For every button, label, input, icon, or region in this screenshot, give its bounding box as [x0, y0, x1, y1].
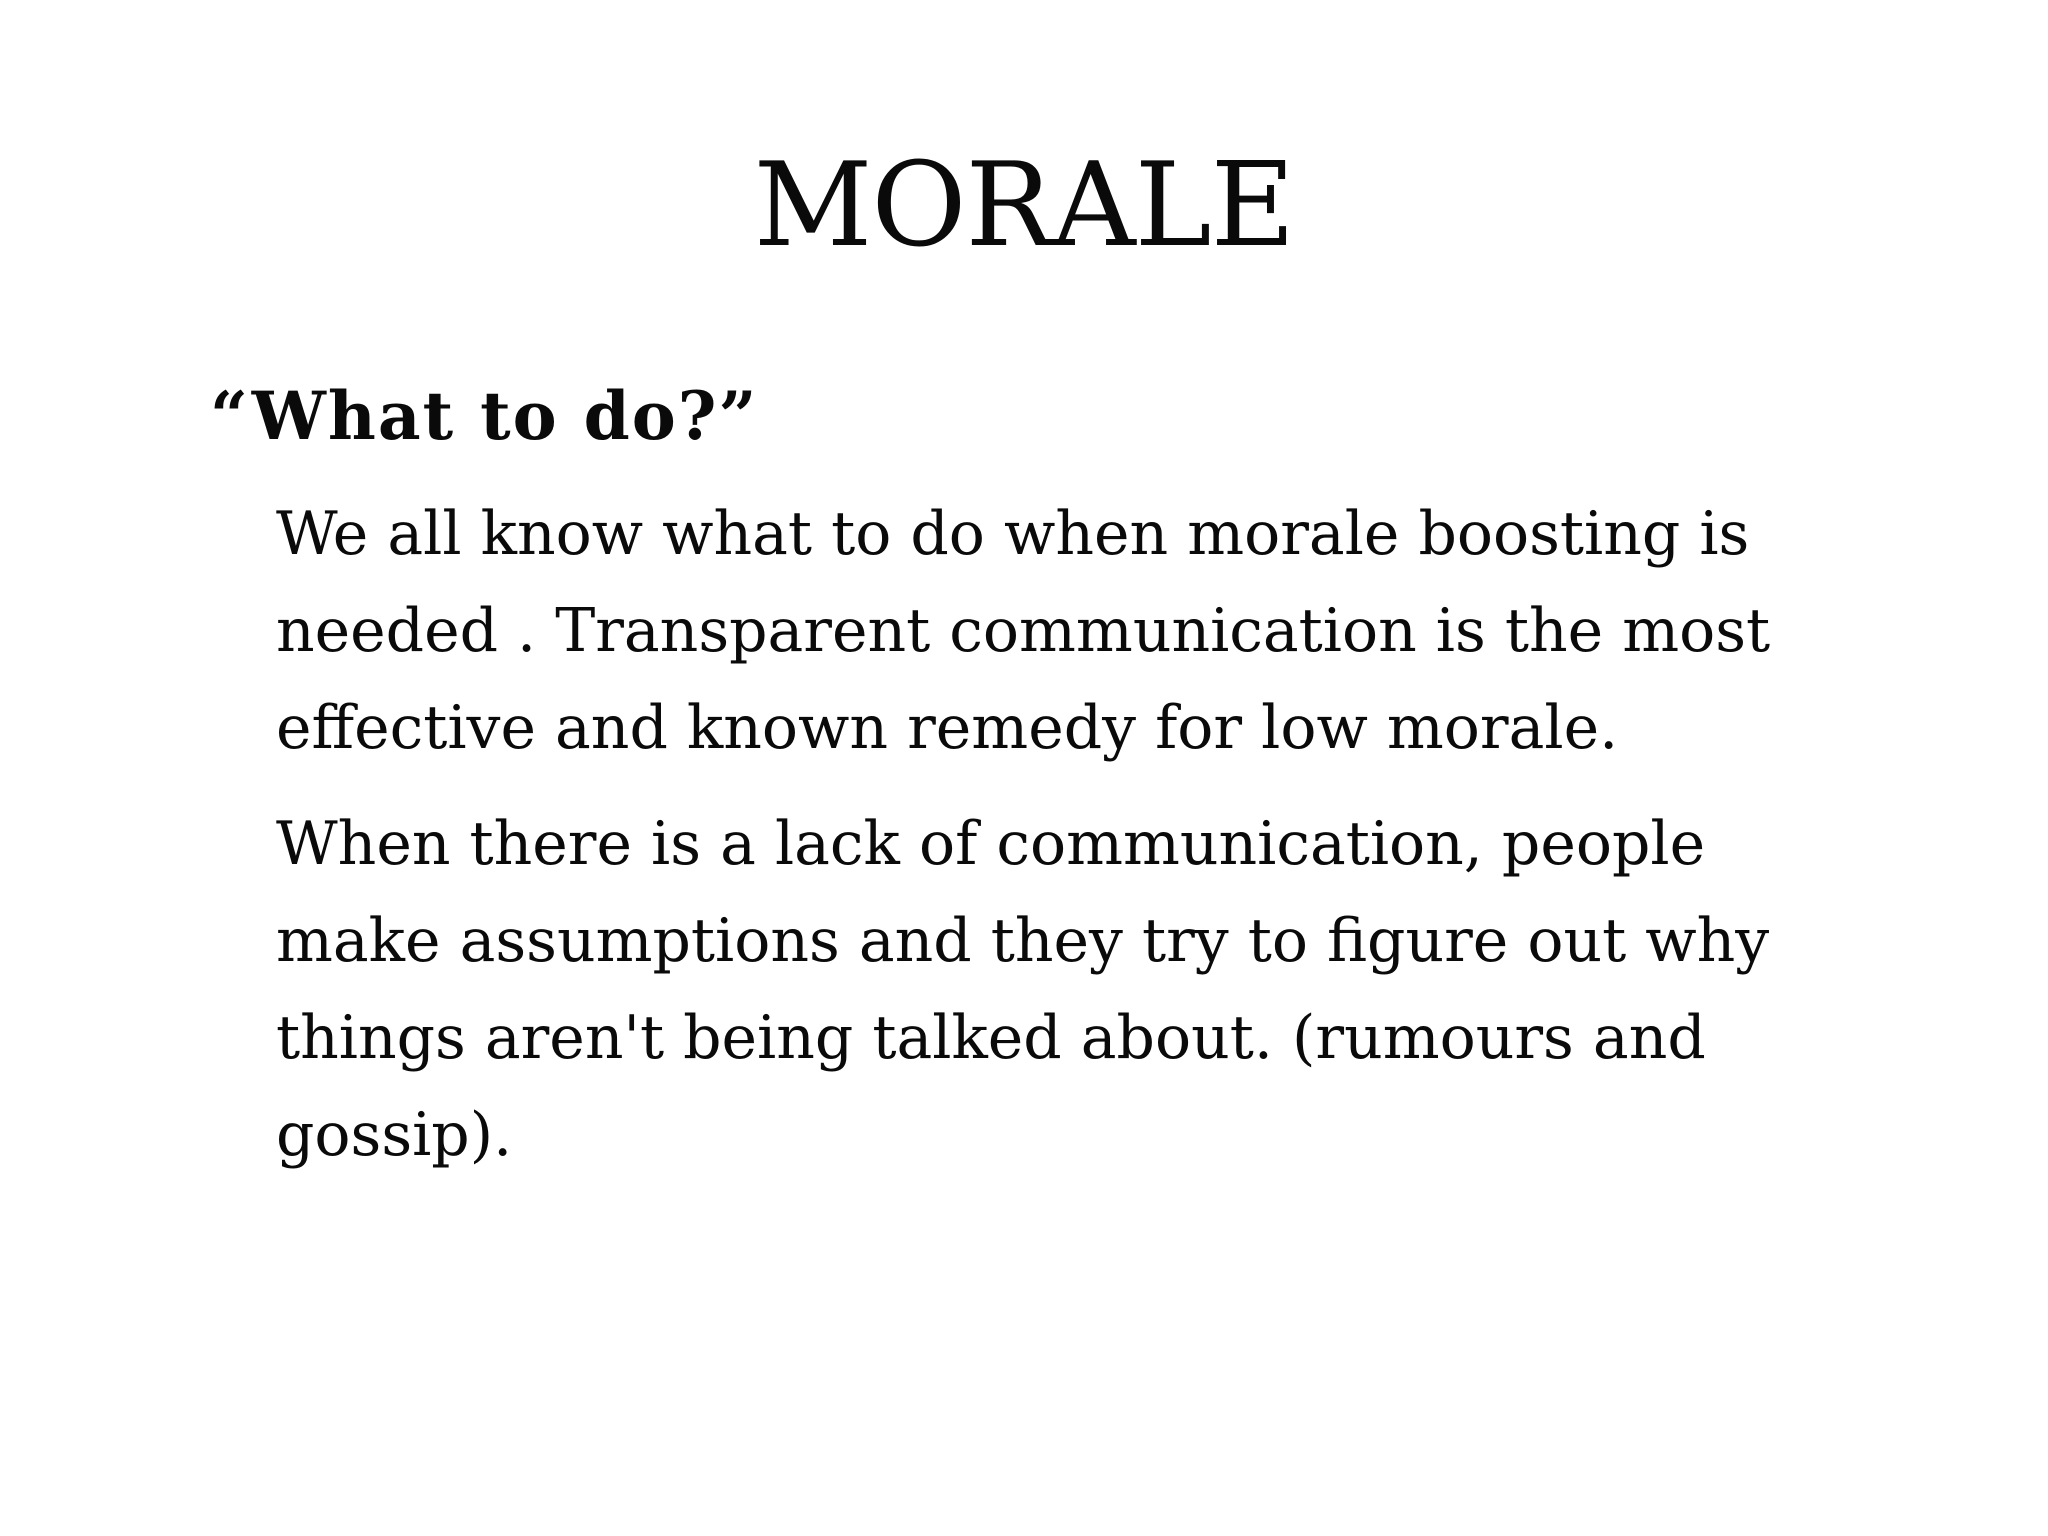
body-paragraph-1: We all know what to do when morale boosting is needed . Transparent communication is the most effective and known remedy for low morale. — [276, 499, 1771, 763]
slide-title: MORALE — [753, 138, 1295, 273]
body-paragraph-2: When there is a lack of communication, people make assumptions and they try to figure out why things aren't being talked about. (rumours and gossip). — [276, 809, 1770, 1170]
slide-subheading: “What to do?” — [210, 377, 759, 455]
